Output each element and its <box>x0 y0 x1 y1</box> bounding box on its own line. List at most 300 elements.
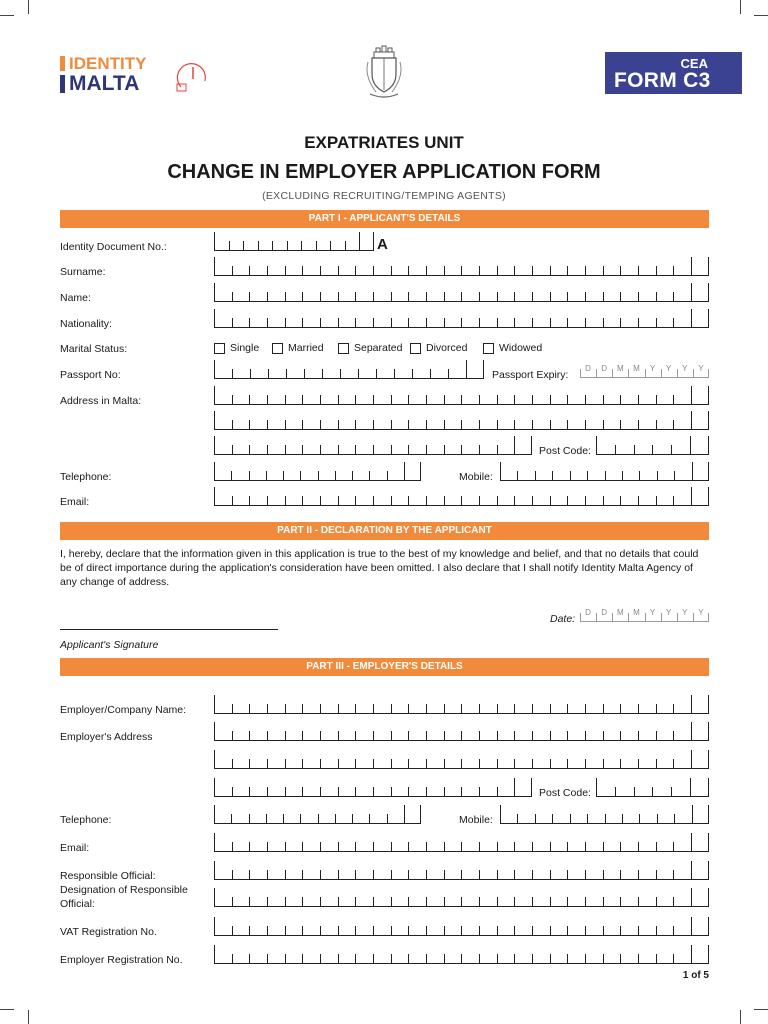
char-cell[interactable] <box>335 805 352 823</box>
char-cell[interactable] <box>585 283 603 301</box>
char-cell[interactable] <box>570 462 587 480</box>
char-cell[interactable] <box>638 750 656 768</box>
char-cell[interactable] <box>652 778 671 796</box>
employer-address-line1-input[interactable] <box>214 722 709 741</box>
char-cell[interactable] <box>691 283 709 301</box>
char-cell[interactable] <box>461 695 479 713</box>
char-cell[interactable] <box>532 386 550 404</box>
char-cell[interactable] <box>497 778 515 796</box>
char-cell[interactable] <box>479 888 497 906</box>
char-cell[interactable] <box>285 436 303 454</box>
char-cell[interactable] <box>285 257 303 275</box>
char-cell[interactable] <box>603 722 621 740</box>
char-cell[interactable] <box>656 487 674 505</box>
char-cell[interactable] <box>214 945 232 963</box>
char-cell[interactable] <box>355 487 373 505</box>
char-cell[interactable] <box>320 695 338 713</box>
char-cell[interactable] <box>391 888 409 906</box>
char-cell[interactable] <box>232 309 250 327</box>
char-cell[interactable] <box>634 778 653 796</box>
employer-registration-input[interactable] <box>214 945 709 964</box>
char-cell[interactable] <box>656 888 674 906</box>
char-cell[interactable] <box>338 436 356 454</box>
char-cell[interactable] <box>497 833 515 851</box>
char-cell[interactable] <box>391 945 409 963</box>
char-cell[interactable] <box>603 386 621 404</box>
char-cell[interactable] <box>497 257 515 275</box>
char-cell[interactable] <box>444 945 462 963</box>
char-cell[interactable] <box>373 436 391 454</box>
char-cell[interactable] <box>585 487 603 505</box>
char-cell[interactable] <box>214 888 232 906</box>
char-cell[interactable] <box>408 917 426 935</box>
char-cell[interactable] <box>376 360 394 378</box>
date-cell[interactable]: D <box>580 361 596 377</box>
date-cell[interactable]: Y <box>677 361 693 377</box>
char-cell[interactable] <box>514 833 532 851</box>
char-cell[interactable] <box>302 945 320 963</box>
char-cell[interactable] <box>535 462 552 480</box>
char-cell[interactable] <box>249 833 267 851</box>
char-cell[interactable] <box>302 861 320 879</box>
char-cell[interactable] <box>249 309 267 327</box>
char-cell[interactable] <box>691 945 709 963</box>
char-cell[interactable] <box>373 722 391 740</box>
char-cell[interactable] <box>232 945 250 963</box>
company-name-input[interactable] <box>214 695 709 714</box>
char-cell[interactable] <box>587 462 604 480</box>
char-cell[interactable] <box>387 805 404 823</box>
char-cell[interactable] <box>620 945 638 963</box>
char-cell[interactable] <box>355 411 373 429</box>
char-cell[interactable] <box>267 411 285 429</box>
char-cell[interactable] <box>338 833 356 851</box>
char-cell[interactable] <box>622 805 639 823</box>
char-cell[interactable] <box>338 945 356 963</box>
char-cell[interactable] <box>285 722 303 740</box>
char-cell[interactable] <box>214 411 232 429</box>
char-cell[interactable] <box>620 861 638 879</box>
char-cell[interactable] <box>638 722 656 740</box>
char-cell[interactable] <box>320 945 338 963</box>
char-cell[interactable] <box>338 861 356 879</box>
char-cell[interactable] <box>320 917 338 935</box>
date-cell[interactable]: M <box>628 605 644 621</box>
char-cell[interactable] <box>638 695 656 713</box>
char-cell[interactable] <box>320 257 338 275</box>
char-cell[interactable] <box>444 778 462 796</box>
char-cell[interactable] <box>214 778 232 796</box>
char-cell[interactable] <box>232 722 250 740</box>
char-cell[interactable] <box>479 487 497 505</box>
char-cell[interactable] <box>552 462 569 480</box>
char-cell[interactable] <box>603 695 621 713</box>
char-cell[interactable] <box>657 805 674 823</box>
char-cell[interactable] <box>497 722 515 740</box>
char-cell[interactable] <box>267 722 285 740</box>
char-cell[interactable] <box>461 750 479 768</box>
char-cell[interactable] <box>638 283 656 301</box>
char-cell[interactable] <box>671 436 690 454</box>
char-cell[interactable] <box>231 805 248 823</box>
char-cell[interactable] <box>673 411 691 429</box>
char-cell[interactable] <box>603 917 621 935</box>
date-cell[interactable]: Y <box>645 605 661 621</box>
char-cell[interactable] <box>232 833 250 851</box>
char-cell[interactable] <box>320 888 338 906</box>
char-cell[interactable] <box>391 722 409 740</box>
char-cell[interactable] <box>322 360 340 378</box>
char-cell[interactable] <box>302 722 320 740</box>
char-cell[interactable] <box>408 411 426 429</box>
char-cell[interactable] <box>461 888 479 906</box>
char-cell[interactable] <box>304 360 322 378</box>
char-cell[interactable] <box>673 945 691 963</box>
date-cell[interactable]: Y <box>645 361 661 377</box>
char-cell[interactable] <box>302 778 320 796</box>
char-cell[interactable] <box>408 861 426 879</box>
char-cell[interactable] <box>391 309 409 327</box>
char-cell[interactable] <box>214 861 232 879</box>
char-cell[interactable] <box>691 722 709 740</box>
char-cell[interactable] <box>656 386 674 404</box>
char-cell[interactable] <box>373 945 391 963</box>
employer-telephone-input[interactable] <box>214 805 421 824</box>
char-cell[interactable] <box>318 462 335 480</box>
char-cell[interactable] <box>285 386 303 404</box>
char-cell[interactable] <box>479 778 497 796</box>
char-cell[interactable] <box>444 861 462 879</box>
char-cell[interactable] <box>300 805 317 823</box>
telephone-input[interactable] <box>214 462 421 481</box>
char-cell[interactable] <box>232 386 250 404</box>
char-cell[interactable] <box>320 283 338 301</box>
char-cell[interactable] <box>620 722 638 740</box>
char-cell[interactable] <box>550 833 568 851</box>
char-cell[interactable] <box>550 888 568 906</box>
char-cell[interactable] <box>497 386 515 404</box>
char-cell[interactable] <box>408 750 426 768</box>
char-cell[interactable] <box>391 861 409 879</box>
char-cell[interactable] <box>302 917 320 935</box>
char-cell[interactable] <box>338 386 356 404</box>
char-cell[interactable] <box>302 487 320 505</box>
char-cell[interactable] <box>285 411 303 429</box>
char-cell[interactable] <box>426 257 444 275</box>
char-cell[interactable] <box>532 750 550 768</box>
char-cell[interactable] <box>514 945 532 963</box>
char-cell[interactable] <box>232 436 250 454</box>
char-cell[interactable] <box>249 386 267 404</box>
char-cell[interactable] <box>249 487 267 505</box>
char-cell[interactable] <box>532 257 550 275</box>
char-cell[interactable] <box>638 411 656 429</box>
char-cell[interactable] <box>691 917 709 935</box>
char-cell[interactable] <box>656 283 674 301</box>
char-cell[interactable] <box>671 778 690 796</box>
char-cell[interactable] <box>426 750 444 768</box>
char-cell[interactable] <box>232 888 250 906</box>
char-cell[interactable] <box>603 309 621 327</box>
char-cell[interactable] <box>567 411 585 429</box>
char-cell[interactable] <box>615 778 634 796</box>
char-cell[interactable] <box>320 750 338 768</box>
passport-input[interactable] <box>214 360 484 379</box>
char-cell[interactable] <box>214 750 232 768</box>
char-cell[interactable] <box>500 462 517 480</box>
char-cell[interactable] <box>391 283 409 301</box>
char-cell[interactable] <box>691 411 709 429</box>
char-cell[interactable] <box>596 778 615 796</box>
char-cell[interactable] <box>408 778 426 796</box>
char-cell[interactable] <box>249 888 267 906</box>
marital-single-checkbox[interactable] <box>214 342 259 354</box>
char-cell[interactable] <box>412 360 430 378</box>
char-cell[interactable] <box>232 360 250 378</box>
char-cell[interactable] <box>603 750 621 768</box>
char-cell[interactable] <box>500 805 517 823</box>
char-cell[interactable] <box>355 833 373 851</box>
char-cell[interactable] <box>302 283 320 301</box>
char-cell[interactable] <box>585 945 603 963</box>
char-cell[interactable] <box>517 805 534 823</box>
char-cell[interactable] <box>461 386 479 404</box>
employer-address-line3-input[interactable] <box>214 778 532 797</box>
char-cell[interactable] <box>250 360 268 378</box>
char-cell[interactable] <box>355 695 373 713</box>
char-cell[interactable] <box>514 722 532 740</box>
char-cell[interactable] <box>550 695 568 713</box>
char-cell[interactable] <box>214 436 232 454</box>
char-cell[interactable] <box>674 805 691 823</box>
designation-input[interactable] <box>214 888 709 907</box>
char-cell[interactable] <box>391 778 409 796</box>
char-cell[interactable] <box>552 805 569 823</box>
char-cell[interactable] <box>285 283 303 301</box>
char-cell[interactable] <box>603 833 621 851</box>
char-cell[interactable] <box>267 309 285 327</box>
char-cell[interactable] <box>567 309 585 327</box>
char-cell[interactable] <box>249 945 267 963</box>
char-cell[interactable] <box>461 257 479 275</box>
char-cell[interactable] <box>320 833 338 851</box>
employer-address-line2-input[interactable] <box>214 750 709 769</box>
char-cell[interactable] <box>214 487 232 505</box>
char-cell[interactable] <box>267 833 285 851</box>
char-cell[interactable] <box>461 917 479 935</box>
char-cell[interactable] <box>355 917 373 935</box>
char-cell[interactable] <box>550 487 568 505</box>
char-cell[interactable] <box>567 487 585 505</box>
char-cell[interactable] <box>408 833 426 851</box>
char-cell[interactable] <box>550 309 568 327</box>
char-cell[interactable] <box>517 462 534 480</box>
char-cell[interactable] <box>408 257 426 275</box>
char-cell[interactable] <box>567 861 585 879</box>
char-cell[interactable] <box>673 695 691 713</box>
char-cell[interactable] <box>394 360 412 378</box>
char-cell[interactable] <box>461 436 479 454</box>
char-cell[interactable] <box>620 833 638 851</box>
signature-line[interactable] <box>60 629 278 630</box>
date-cell[interactable]: Y <box>661 605 677 621</box>
char-cell[interactable] <box>620 283 638 301</box>
char-cell[interactable] <box>426 283 444 301</box>
char-cell[interactable] <box>249 722 267 740</box>
char-cell[interactable] <box>567 917 585 935</box>
char-cell[interactable] <box>373 833 391 851</box>
char-cell[interactable] <box>514 917 532 935</box>
char-cell[interactable] <box>285 309 303 327</box>
char-cell[interactable] <box>497 309 515 327</box>
char-cell[interactable] <box>301 232 316 250</box>
char-cell[interactable] <box>249 917 267 935</box>
char-cell[interactable] <box>408 386 426 404</box>
char-cell[interactable] <box>638 487 656 505</box>
char-cell[interactable] <box>615 436 634 454</box>
char-cell[interactable] <box>214 462 231 480</box>
char-cell[interactable] <box>514 309 532 327</box>
char-cell[interactable] <box>532 722 550 740</box>
char-cell[interactable] <box>391 487 409 505</box>
char-cell[interactable] <box>285 778 303 796</box>
char-cell[interactable] <box>479 386 497 404</box>
char-cell[interactable] <box>391 833 409 851</box>
char-cell[interactable] <box>691 833 709 851</box>
char-cell[interactable] <box>285 917 303 935</box>
char-cell[interactable] <box>570 805 587 823</box>
char-cell[interactable] <box>426 695 444 713</box>
char-cell[interactable] <box>320 487 338 505</box>
char-cell[interactable] <box>249 861 267 879</box>
char-cell[interactable] <box>673 750 691 768</box>
char-cell[interactable] <box>338 487 356 505</box>
char-cell[interactable] <box>408 888 426 906</box>
char-cell[interactable] <box>316 232 331 250</box>
char-cell[interactable] <box>535 805 552 823</box>
char-cell[interactable] <box>444 487 462 505</box>
char-cell[interactable] <box>267 436 285 454</box>
char-cell[interactable] <box>266 805 283 823</box>
char-cell[interactable] <box>466 360 484 378</box>
char-cell[interactable] <box>585 257 603 275</box>
char-cell[interactable] <box>355 436 373 454</box>
char-cell[interactable] <box>355 722 373 740</box>
char-cell[interactable] <box>673 722 691 740</box>
char-cell[interactable] <box>338 309 356 327</box>
char-cell[interactable] <box>550 750 568 768</box>
char-cell[interactable] <box>479 861 497 879</box>
char-cell[interactable] <box>232 917 250 935</box>
char-cell[interactable] <box>550 917 568 935</box>
char-cell[interactable] <box>461 722 479 740</box>
char-cell[interactable] <box>479 411 497 429</box>
char-cell[interactable] <box>620 257 638 275</box>
char-cell[interactable] <box>249 462 266 480</box>
char-cell[interactable] <box>355 283 373 301</box>
char-cell[interactable] <box>673 861 691 879</box>
char-cell[interactable] <box>497 945 515 963</box>
char-cell[interactable] <box>302 888 320 906</box>
char-cell[interactable] <box>691 487 709 505</box>
char-cell[interactable] <box>514 283 532 301</box>
char-cell[interactable] <box>243 232 258 250</box>
char-cell[interactable] <box>267 917 285 935</box>
char-cell[interactable] <box>267 778 285 796</box>
char-cell[interactable] <box>585 411 603 429</box>
char-cell[interactable] <box>338 917 356 935</box>
char-cell[interactable] <box>444 436 462 454</box>
char-cell[interactable] <box>638 945 656 963</box>
char-cell[interactable] <box>369 462 386 480</box>
marital-divorced-checkbox[interactable] <box>410 342 467 354</box>
surname-input[interactable] <box>214 257 709 276</box>
char-cell[interactable] <box>408 695 426 713</box>
char-cell[interactable] <box>373 283 391 301</box>
char-cell[interactable] <box>638 917 656 935</box>
char-cell[interactable] <box>550 257 568 275</box>
char-cell[interactable] <box>287 232 302 250</box>
char-cell[interactable] <box>391 695 409 713</box>
char-cell[interactable] <box>497 487 515 505</box>
char-cell[interactable] <box>514 888 532 906</box>
char-cell[interactable] <box>373 750 391 768</box>
char-cell[interactable] <box>373 695 391 713</box>
char-cell[interactable] <box>444 257 462 275</box>
char-cell[interactable] <box>444 695 462 713</box>
char-cell[interactable] <box>267 283 285 301</box>
char-cell[interactable] <box>373 861 391 879</box>
char-cell[interactable] <box>532 861 550 879</box>
nationality-input[interactable] <box>214 309 709 328</box>
char-cell[interactable] <box>605 462 622 480</box>
char-cell[interactable] <box>585 386 603 404</box>
char-cell[interactable] <box>532 888 550 906</box>
char-cell[interactable] <box>302 309 320 327</box>
char-cell[interactable] <box>673 888 691 906</box>
char-cell[interactable] <box>355 257 373 275</box>
char-cell[interactable] <box>514 257 532 275</box>
email-input[interactable] <box>214 487 709 506</box>
char-cell[interactable] <box>300 462 317 480</box>
char-cell[interactable] <box>620 411 638 429</box>
char-cell[interactable] <box>232 257 250 275</box>
marital-widowed-checkbox[interactable] <box>483 342 542 354</box>
char-cell[interactable] <box>320 861 338 879</box>
char-cell[interactable] <box>638 888 656 906</box>
char-cell[interactable] <box>369 805 386 823</box>
char-cell[interactable] <box>461 833 479 851</box>
char-cell[interactable] <box>338 283 356 301</box>
char-cell[interactable] <box>267 386 285 404</box>
char-cell[interactable] <box>691 695 709 713</box>
char-cell[interactable] <box>335 462 352 480</box>
char-cell[interactable] <box>232 487 250 505</box>
char-cell[interactable] <box>330 232 345 250</box>
char-cell[interactable] <box>444 917 462 935</box>
char-cell[interactable] <box>338 411 356 429</box>
address-line2-input[interactable] <box>214 411 709 430</box>
char-cell[interactable] <box>391 411 409 429</box>
char-cell[interactable] <box>267 695 285 713</box>
date-cell[interactable]: Y <box>661 361 677 377</box>
address-line1-input[interactable] <box>214 386 709 405</box>
char-cell[interactable] <box>373 888 391 906</box>
char-cell[interactable] <box>461 861 479 879</box>
responsible-official-input[interactable] <box>214 861 709 880</box>
char-cell[interactable] <box>638 386 656 404</box>
char-cell[interactable] <box>430 360 448 378</box>
